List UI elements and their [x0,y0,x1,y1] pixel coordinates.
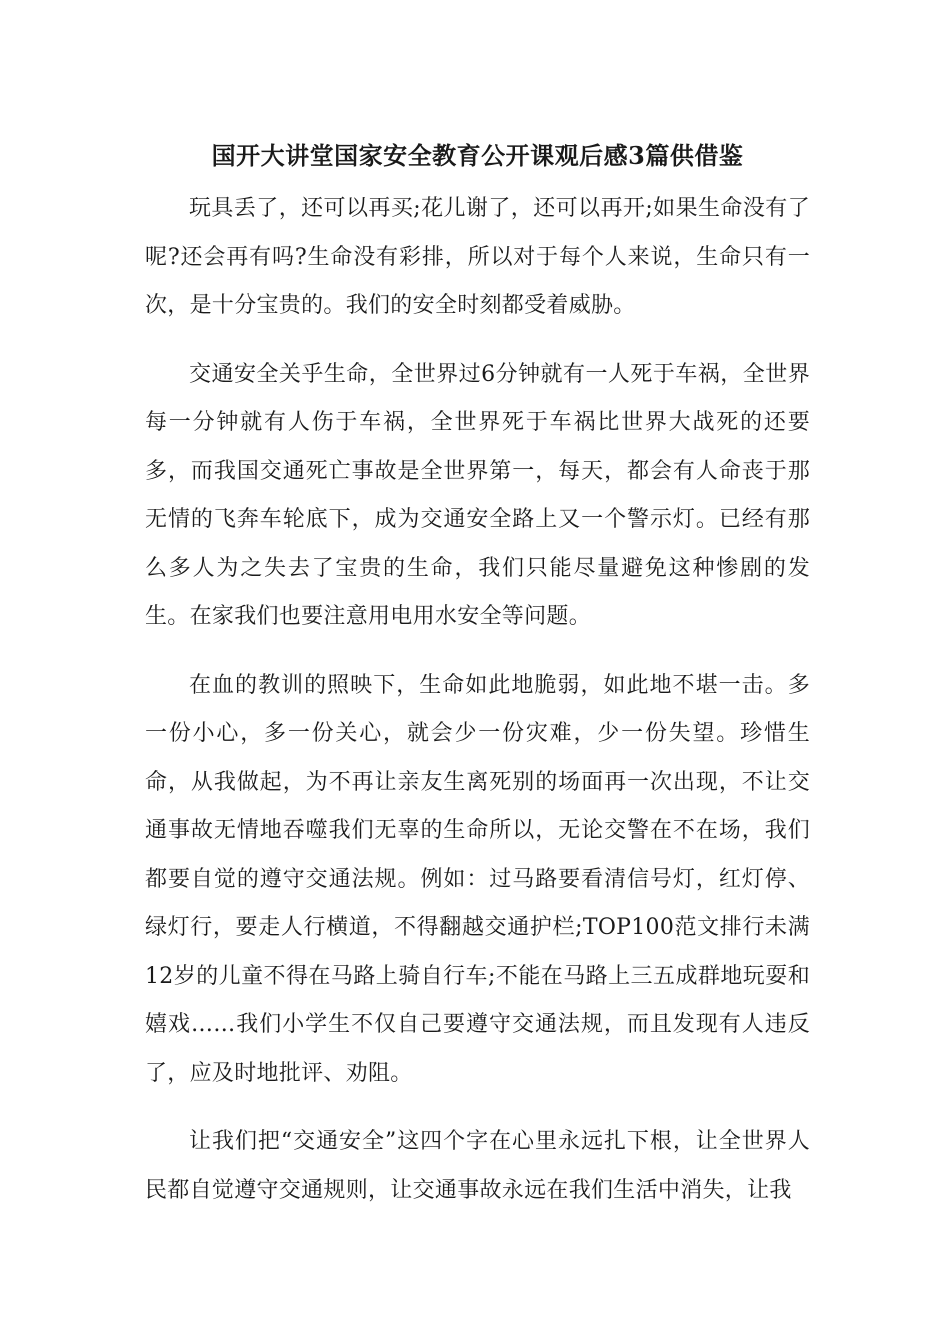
paragraph-4: 让我们把“交通安全”这四个字在心里永远扎下根，让全世界人民都自觉遵守交通规则，让交通事故永远在我们生活中消失，让我 [145,1129,810,1203]
document-title: 国开大讲堂国家安全教育公开课观后感3篇供借鉴 [211,141,744,170]
paragraph-3: 在血的教训的照映下，生命如此地脆弱，如此地不堪一击。多一份小心，多一份关心，就会少一份灾难，少一份失望。珍惜生命，从我做起，为不再让亲友生离死别的场面再一次出现，不让交通事故无情地吞噬我们无辜的生命所以，无论交警在不在场，我们都要自觉的遵守交通法规。例如：过马路要看清信号灯，红灯停、绿灯行，要走人行横道，不得翻越交通护栏;TOP100范文排行未满12岁的儿童不得在马路上骑自行车;不能在马路上三五成群地玩耍和嬉戏……我们小学生不仅自己要遵守交通法规，而且发现有人违反了，应及时地批评、劝阻。 [145,672,810,1086]
paragraph-1: 玩具丢了，还可以再买;花儿谢了，还可以再开;如果生命没有了呢?还会再有吗?生命没有彩排，所以对于每个人来说，生命只有一次，是十分宝贵的。我们的安全时刻都受着威胁。 [145,196,810,318]
document-page [145,120,810,1235]
paragraph-2: 交通安全关乎生命，全世界过6分钟就有一人死于车祸，全世界每一分钟就有人伤于车祸，全世界死于车祸比世界大战死的还要多，而我国交通死亡事故是全世界第一，每天，都会有人命丧于那无情的飞奔车轮底下，成为交通安全路上又一个警示灯。已经有那么多人为之失去了宝贵的生命，我们只能尽量避免这种惨剧的发生。在家我们也要注意用电用水安全等问题。 [145,361,810,629]
